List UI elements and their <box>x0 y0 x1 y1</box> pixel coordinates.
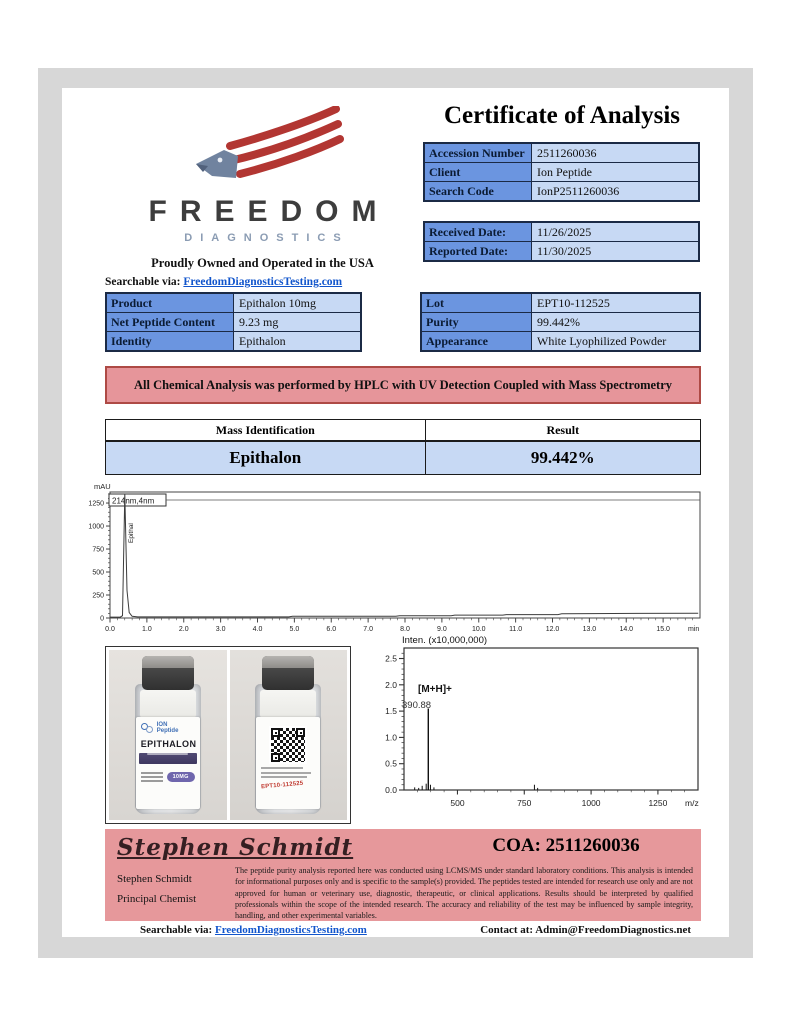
disclaimer-text: The peptide purity analysis reported here was conducted using LCMS/MS under standard laboratory conditions. This analysis is intended for informational purposes only and is specific to the sample(s) provided. The peptides tested are intended for research use only and are not approved for human or veterinary use, diagnostic, therapeutic, or clinical applications. Results should be interpreted by qualified professionals within the scope of the intended research. The accuracy and reliability of the test may be influenced by sample integrity, handling, and other experimental variables. <box>235 866 693 921</box>
svg-text:750: 750 <box>92 546 104 554</box>
svg-text:5.0: 5.0 <box>289 626 300 633</box>
svg-text:250: 250 <box>92 592 104 600</box>
row-value: 11/26/2025 <box>532 223 698 241</box>
row-label: Product <box>107 294 234 312</box>
ion-peptide-logo <box>141 722 195 735</box>
svg-text:11.0: 11.0 <box>509 626 523 633</box>
vial-front-photo <box>109 650 227 820</box>
result-value: 99.442% <box>530 448 595 467</box>
row-label: Client <box>425 163 532 181</box>
fine-print-lines <box>141 770 163 782</box>
svg-text:500: 500 <box>92 569 104 577</box>
ion-circles-icon <box>141 723 154 734</box>
lyophilized-powder <box>140 690 196 718</box>
svg-text:14.0: 14.0 <box>619 626 634 633</box>
mass-id-value: Epithalon <box>106 442 426 474</box>
fine-print-lines <box>261 767 315 778</box>
vial-back <box>252 656 324 814</box>
svg-text:1.5: 1.5 <box>385 706 397 717</box>
table-row <box>425 242 698 260</box>
svg-text:750: 750 <box>517 798 532 808</box>
searchable-label: Searchable via: <box>105 276 181 288</box>
svg-text:1250: 1250 <box>88 500 104 508</box>
dose-badge: 10MG <box>167 772 195 782</box>
vial-lot-code: EPT10-112525 <box>261 780 304 791</box>
vial-cap <box>262 656 314 690</box>
qr-code <box>269 726 307 764</box>
chemist-name: Stephen Schmidt <box>117 873 192 885</box>
svg-text:0: 0 <box>100 615 104 623</box>
table-row <box>422 332 699 350</box>
row-label: Received Date: <box>425 223 532 241</box>
svg-text:1.0: 1.0 <box>142 626 152 633</box>
tagline: Proudly Owned and Operated in the USA <box>151 256 374 270</box>
row-value: 99.442% <box>532 313 699 331</box>
svg-text:m/z: m/z <box>685 798 699 808</box>
chemist-role: Principal Chemist <box>117 893 197 905</box>
row-value: EPT10-112525 <box>532 294 699 312</box>
vial-back-photo <box>230 650 348 820</box>
svg-text:2.5: 2.5 <box>385 653 397 664</box>
accession-table <box>423 142 700 202</box>
analysis-method-banner: All Chemical Analysis was performed by HPLC with UV Detection Coupled with Mass Spectrometry <box>105 366 701 404</box>
svg-text:Inten. (x10,000,000): Inten. (x10,000,000) <box>402 635 488 646</box>
footer-searchable <box>105 924 367 936</box>
mass-identification-table <box>105 419 701 475</box>
row-value: IonP2511260036 <box>532 182 698 200</box>
table-row <box>425 144 698 163</box>
svg-text:0.5: 0.5 <box>385 758 397 769</box>
mass-table-header-row <box>106 420 700 442</box>
svg-text:0.0: 0.0 <box>105 626 115 633</box>
dates-table <box>423 221 700 262</box>
svg-text:8.0: 8.0 <box>400 626 410 633</box>
svg-text:1.0: 1.0 <box>385 732 397 743</box>
svg-text:10.0: 10.0 <box>471 626 486 633</box>
lyophilized-powder <box>260 690 316 718</box>
handwritten-signature: Stephen Schmidt <box>117 834 354 861</box>
row-value: 9.23 mg <box>234 313 360 331</box>
svg-text:1000: 1000 <box>88 523 104 531</box>
svg-text:Epithal: Epithal <box>128 523 135 543</box>
product-vial-photos <box>105 646 351 824</box>
searchable-line-top <box>105 276 342 288</box>
footer <box>105 924 701 936</box>
row-value: Epithalon <box>234 332 360 350</box>
row-value: Epithalon 10mg <box>234 294 360 312</box>
table-row <box>107 294 360 313</box>
table-row <box>425 182 698 200</box>
svg-text:390.88: 390.88 <box>402 700 432 711</box>
row-label: Accession Number <box>425 144 532 162</box>
row-value: Ion Peptide <box>532 163 698 181</box>
svg-text:15.0: 15.0 <box>656 626 670 633</box>
svg-text:9.0: 9.0 <box>437 626 447 633</box>
svg-text:4.0: 4.0 <box>252 626 263 633</box>
row-label: Identity <box>107 332 234 350</box>
vial-label-bottom <box>141 770 195 782</box>
svg-text:[M+H]+: [M+H]+ <box>418 684 452 695</box>
svg-text:0.0: 0.0 <box>385 785 397 795</box>
svg-text:214nm,4nm: 214nm,4nm <box>112 496 155 506</box>
footer-contact: Contact at: Admin@FreedomDiagnostics.net <box>480 924 691 936</box>
svg-text:min: min <box>688 626 700 633</box>
row-label: Appearance <box>422 332 532 350</box>
footer-searchable-label: Searchable via: <box>140 924 213 936</box>
svg-text:1250: 1250 <box>648 798 668 808</box>
mass-spectrum-chart <box>358 630 706 820</box>
mass-id-header: Mass Identification <box>106 420 426 440</box>
brand-name: FREEDOM <box>148 195 390 228</box>
svg-text:13.0: 13.0 <box>582 626 597 633</box>
row-label: Purity <box>422 313 532 331</box>
svg-text:2.0: 2.0 <box>385 679 397 690</box>
searchable-link-top[interactable]: FreedomDiagnosticsTesting.com <box>183 276 343 288</box>
result-header: Result <box>546 423 580 437</box>
row-label: Lot <box>422 294 532 312</box>
svg-text:6.0: 6.0 <box>326 626 337 633</box>
svg-text:12.0: 12.0 <box>545 626 560 633</box>
vial-product-name: EPITHALON <box>140 738 197 749</box>
page-title: Certificate of Analysis <box>443 102 681 129</box>
freedom-diagnostics-logo <box>105 106 420 244</box>
svg-text:1000: 1000 <box>581 798 601 808</box>
vial-back-label <box>256 717 320 809</box>
row-label: Reported Date: <box>425 242 532 260</box>
table-row <box>425 163 698 182</box>
table-row <box>425 223 698 242</box>
product-table <box>105 292 362 352</box>
ion-brand-text: ION Peptide <box>156 722 179 735</box>
svg-text:7.0: 7.0 <box>363 626 373 633</box>
row-value: 11/30/2025 <box>532 242 698 260</box>
table-row <box>422 313 699 332</box>
vial-front-label <box>136 717 200 809</box>
vial-front <box>132 656 204 814</box>
row-label: Search Code <box>425 182 532 200</box>
eagle-logo-icon <box>178 106 348 188</box>
coa-number: COA: 2511260036 <box>492 835 640 856</box>
table-row <box>422 294 699 313</box>
footer-searchable-link[interactable]: FreedomDiagnosticsTesting.com <box>214 924 367 936</box>
svg-text:2.0: 2.0 <box>178 626 189 633</box>
table-row <box>107 332 360 350</box>
vial-cap <box>142 656 194 690</box>
row-label: Net Peptide Content <box>107 313 234 331</box>
svg-text:500: 500 <box>450 798 465 808</box>
svg-text:3.0: 3.0 <box>215 626 226 633</box>
mass-table-data-row <box>106 442 700 474</box>
row-value: White Lyophilized Powder <box>532 332 699 350</box>
table-row <box>107 313 360 332</box>
hplc-chromatogram <box>80 481 705 638</box>
row-value: 2511260036 <box>532 144 698 162</box>
brand-subtitle: DIAGNOSTICS <box>184 232 349 244</box>
signature-block <box>105 829 701 921</box>
lot-table <box>420 292 701 352</box>
svg-text:mAU: mAU <box>94 482 111 491</box>
vial-purple-band <box>139 753 197 764</box>
